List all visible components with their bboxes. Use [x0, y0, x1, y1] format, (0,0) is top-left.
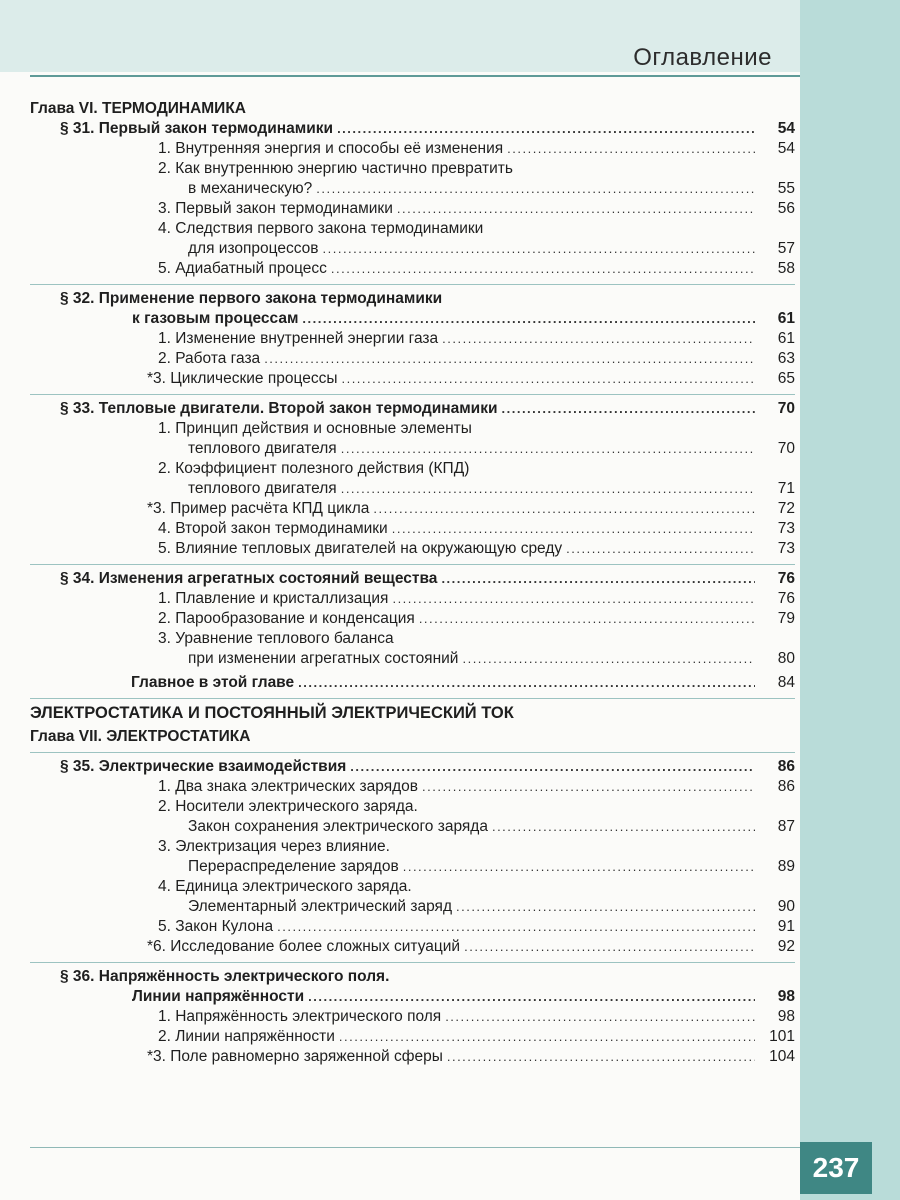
section-divider	[30, 752, 795, 753]
toc-item[interactable]: 5. Влияние тепловых двигателей на окружающую среду ..... 73	[30, 539, 795, 559]
part-heading: ЭЛЕКТРОСТАТИКА И ПОСТОЯННЫЙ ЭЛЕКТРИЧЕСКИЙ ТОК	[30, 704, 514, 722]
toc-item-continuation[interactable]: при изменении агрегатных состояний ..... 80	[30, 649, 795, 669]
toc-item-continuation[interactable]: Закон сохранения электрического заряда ..... 87	[30, 817, 795, 837]
toc-item-continuation[interactable]: Элементарный электрический заряд ..... 90	[30, 897, 795, 917]
table-of-contents	[30, 97, 795, 1067]
toc-item[interactable]: 1. Плавление и кристаллизация ..... 76	[30, 589, 795, 609]
toc-item[interactable]: 3. Первый закон термодинамики ..... 56	[30, 199, 795, 219]
toc-section-35[interactable]: § 35. Электрические взаимодействия ..... 86	[30, 757, 795, 777]
toc-item[interactable]: 2. Коэффициент полезного действия (КПД)	[158, 460, 470, 477]
toc-item[interactable]: 2. Как внутреннюю энергию частично превратить	[158, 160, 513, 177]
toc-item[interactable]: 3. Уравнение теплового баланса	[158, 630, 394, 647]
toc-item[interactable]: 4. Второй закон термодинамики ..... 73	[30, 519, 795, 539]
section-divider	[30, 394, 795, 395]
toc-section-32-continuation[interactable]: к газовым процессам ..... 61	[30, 309, 795, 329]
toc-section-31[interactable]: § 31. Первый закон термодинамики ..... 54	[30, 119, 795, 139]
section-divider	[30, 564, 795, 565]
footer-rule	[30, 1147, 800, 1148]
chapter-heading: Глава VI. ТЕРМОДИНАМИКА	[30, 100, 246, 117]
toc-item-continuation[interactable]: для изопроцессов ..... 57	[30, 239, 795, 259]
toc-item-continuation[interactable]: в механическую? ..... 55	[30, 179, 795, 199]
toc-item[interactable]: *3. Пример расчёта КПД цикла ..... 72	[30, 499, 795, 519]
running-header-title: Оглавление	[633, 44, 772, 71]
toc-section-34[interactable]: § 34. Изменения агрегатных состояний вещества ..... 76	[30, 569, 795, 589]
toc-item[interactable]: 4. Следствия первого закона термодинамики	[158, 220, 484, 237]
toc-item[interactable]: *3. Циклические процессы ..... 65	[30, 369, 795, 389]
toc-item[interactable]: 1. Напряжённость электрического поля ..... 98	[30, 1007, 795, 1027]
toc-item[interactable]: 5. Адиабатный процесс ..... 58	[30, 259, 795, 279]
section-divider	[30, 698, 795, 699]
toc-item[interactable]: 2. Парообразование и конденсация ..... 79	[30, 609, 795, 629]
toc-item[interactable]: 3. Электризация через влияние.	[158, 838, 390, 855]
toc-section-33[interactable]: § 33. Тепловые двигатели. Второй закон термодинамики ..... 70	[30, 399, 795, 419]
toc-chapter-summary[interactable]: Главное в этой главе ..... 84	[30, 673, 795, 693]
toc-item[interactable]: *3. Поле равномерно заряженной сферы ..... 104	[30, 1047, 795, 1067]
toc-item-continuation[interactable]: теплового двигателя ..... 70	[30, 439, 795, 459]
toc-item[interactable]: 2. Работа газа ..... 63	[30, 349, 795, 369]
side-color-bar	[800, 0, 900, 1200]
page-number-badge: 237	[800, 1142, 872, 1194]
toc-item-continuation[interactable]: Перераспределение зарядов ..... 89	[30, 857, 795, 877]
toc-item[interactable]: 1. Внутренняя энергия и способы её изменения ..... 54	[30, 139, 795, 159]
toc-section-36[interactable]: § 36. Напряжённость электрического поля.	[60, 968, 390, 985]
header-rule	[30, 75, 800, 77]
section-divider	[30, 284, 795, 285]
chapter-heading: Глава VII. ЭЛЕКТРОСТАТИКА	[30, 728, 251, 745]
toc-item[interactable]: 5. Закон Кулона ..... 91	[30, 917, 795, 937]
toc-item[interactable]: 2. Линии напряжённости ..... 101	[30, 1027, 795, 1047]
toc-item[interactable]: *6. Исследование более сложных ситуаций ..... 92	[30, 937, 795, 957]
toc-item-continuation[interactable]: теплового двигателя ..... 71	[30, 479, 795, 499]
toc-section-32[interactable]: § 32. Применение первого закона термодинамики	[60, 290, 443, 307]
toc-item[interactable]: 1. Принцип действия и основные элементы	[158, 420, 472, 437]
toc-section-36-continuation[interactable]: Линии напряжённости ..... 98	[30, 987, 795, 1007]
toc-item[interactable]: 4. Единица электрического заряда.	[158, 878, 412, 895]
toc-item[interactable]: 2. Носители электрического заряда.	[158, 798, 418, 815]
toc-item[interactable]: 1. Изменение внутренней энергии газа ..... 61	[30, 329, 795, 349]
toc-item[interactable]: 1. Два знака электрических зарядов ..... 86	[30, 777, 795, 797]
section-divider	[30, 962, 795, 963]
